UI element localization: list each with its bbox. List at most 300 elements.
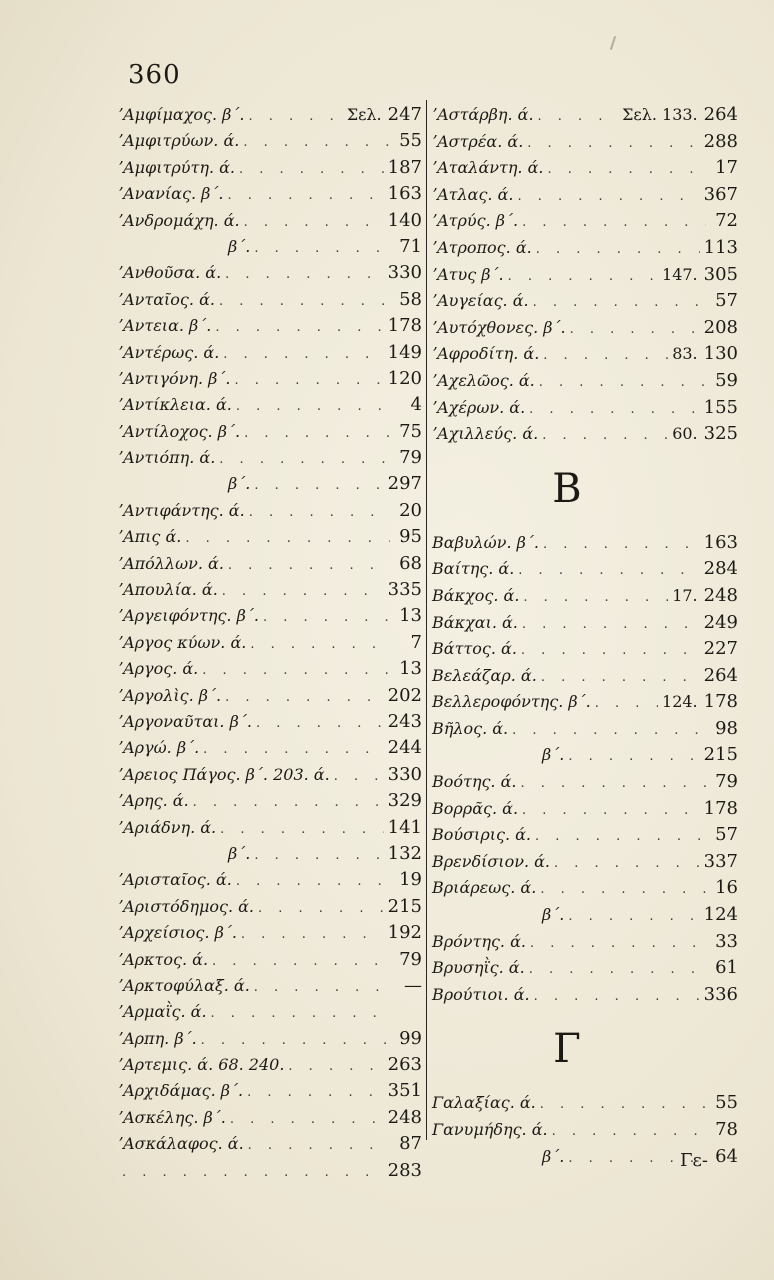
entry-name: Βρενδίσιον. ά. <box>432 851 550 871</box>
entry-page: 264 <box>703 104 738 125</box>
entry-page: 124 <box>703 904 738 926</box>
index-entry <box>118 1052 422 1078</box>
entry-name: ʼΑντιόπη. ά. <box>118 448 216 468</box>
index-entry <box>432 663 738 690</box>
entry-name: ʼΑνταῖος. ά. <box>118 289 215 309</box>
entry-page: 78 <box>715 1119 738 1140</box>
dot-leader <box>236 394 390 420</box>
index-entry <box>432 129 738 156</box>
dot-leader <box>235 368 384 394</box>
entry-name: Βάκχαι. ά. <box>432 612 518 632</box>
index-entry <box>118 867 422 893</box>
dot-leader <box>230 1107 384 1133</box>
index-entry <box>432 530 738 557</box>
entry-page: 55 <box>399 130 422 152</box>
index-entry <box>118 392 422 418</box>
entry-name: ʼΑντιφάντης. ά. <box>118 500 245 520</box>
entry-name: ʼΑρκτος. ά. <box>118 949 209 969</box>
dot-leader <box>288 1054 383 1080</box>
dot-leader <box>547 157 706 184</box>
index-entry <box>118 815 422 841</box>
dot-leader <box>244 421 390 447</box>
index-entry <box>432 689 738 716</box>
dot-leader <box>520 771 706 798</box>
dot-leader <box>241 922 384 948</box>
entry-page: 337 <box>703 850 738 872</box>
entry-name: ʼΑταλάντη. ά. <box>432 158 544 178</box>
index-entry <box>118 762 422 788</box>
dot-leader <box>223 342 383 368</box>
entry-page: 71 <box>399 235 422 257</box>
entry-page: 58 <box>399 288 422 310</box>
entry-name: Βάκχος. ά. <box>432 585 520 605</box>
entry-page: 227 <box>703 638 738 660</box>
dot-leader <box>542 423 668 450</box>
entry-name: β΄. <box>542 1146 565 1166</box>
entry-page: 68 <box>399 552 422 574</box>
dot-leader <box>185 526 390 552</box>
entry-name: ʼΑντίλοχος. β΄. <box>118 421 241 441</box>
index-entry <box>432 421 738 448</box>
entry-name: Βελλεροφόντης. β΄. <box>432 692 591 712</box>
entry-page: 99 <box>399 1027 422 1049</box>
entry-page: 55 <box>715 1092 738 1114</box>
index-entry <box>432 796 738 823</box>
dot-leader <box>236 869 390 895</box>
entry-name: ʼΑχιλλεύς. ά. <box>432 424 539 444</box>
index-entry <box>118 1158 422 1184</box>
entry-extra-ref: 83. <box>672 344 698 364</box>
entry-name: ʼΑντίκλεια. ά. <box>118 395 232 415</box>
entry-page: 98 <box>715 717 738 739</box>
entry-page: 57 <box>715 290 738 312</box>
index-entry <box>118 102 422 128</box>
index-entry <box>432 822 738 849</box>
entry-page: 335 <box>387 579 422 601</box>
dot-leader <box>540 1092 706 1119</box>
dot-leader <box>219 447 390 473</box>
dot-leader <box>522 798 700 825</box>
index-entry <box>432 875 738 902</box>
entry-page: 95 <box>399 526 422 548</box>
entry-page: 248 <box>387 1106 422 1128</box>
index-entry <box>118 551 422 577</box>
index-entry <box>118 894 422 920</box>
dot-leader <box>522 210 706 237</box>
index-entry <box>118 366 422 392</box>
index-entry <box>432 1090 738 1117</box>
entry-name: ʼΑτρύς. β΄. <box>432 211 519 231</box>
alpha-entries <box>432 102 738 448</box>
entry-page: 330 <box>387 262 422 284</box>
entry-name: ʼΑστάρβη. ά. <box>432 105 534 124</box>
entry-page: 244 <box>387 737 422 759</box>
entry-name: β΄. <box>542 745 565 765</box>
index-entry <box>118 947 422 973</box>
dot-leader <box>249 500 390 526</box>
dot-leader <box>248 1133 390 1159</box>
index-entry <box>432 288 738 315</box>
entry-extra-ref: 124. <box>662 692 698 712</box>
index-entry <box>118 1026 422 1052</box>
dot-leader <box>595 691 658 718</box>
dot-leader <box>215 315 383 341</box>
index-entry <box>118 128 422 154</box>
beta-entries <box>432 530 738 1009</box>
dot-leader <box>527 131 699 158</box>
entry-name: ʼΑχελῶος. ά. <box>432 370 535 390</box>
dot-leader <box>250 632 390 658</box>
index-entry <box>432 902 738 929</box>
entry-name: β΄. <box>542 905 565 925</box>
entry-page: 79 <box>715 771 738 793</box>
index-column-left <box>118 102 422 1184</box>
index-entry <box>432 769 738 796</box>
index-entry <box>432 208 738 235</box>
dot-leader <box>539 370 706 397</box>
index-entry <box>118 1078 422 1104</box>
index-entry <box>432 955 738 982</box>
dot-leader <box>225 685 384 711</box>
entry-page: 283 <box>387 1159 422 1181</box>
entry-name: ʼΑπις ά. <box>118 527 182 547</box>
dot-leader <box>256 711 384 737</box>
entry-name: Βρυσηῒς. ά. <box>432 958 525 978</box>
entry-page: 132 <box>387 842 422 864</box>
dot-leader <box>263 605 390 631</box>
entry-page: 61 <box>715 957 738 979</box>
entry-name: ʼΑντιγόνη. β΄. <box>118 368 231 388</box>
entry-page: 4 <box>410 394 422 416</box>
dot-leader <box>254 236 390 262</box>
entry-page: 17 <box>715 157 738 179</box>
index-entry <box>118 340 422 366</box>
entry-page: 75 <box>399 420 422 442</box>
index-entry <box>432 155 738 182</box>
entry-name: ʼΑμφιτρύτη. ά. <box>118 157 235 177</box>
entry-page: 215 <box>387 895 422 917</box>
index-entry <box>118 841 422 867</box>
entry-page: 16 <box>715 877 738 899</box>
entry-page: 155 <box>703 396 738 418</box>
entry-name: ʼΑργειφόντης. β΄. <box>118 606 259 626</box>
dot-leader <box>227 183 383 209</box>
index-entry <box>118 181 422 207</box>
entry-name: ʼΑσκέλης. β΄. <box>118 1107 226 1127</box>
index-entry <box>432 849 738 876</box>
dot-leader <box>535 824 706 851</box>
entry-name: ʼΑστρέα. ά. <box>432 131 524 151</box>
dot-leader <box>522 612 700 639</box>
index-entry <box>118 260 422 286</box>
entry-extra-ref: Σελ. 133. <box>622 105 698 124</box>
dot-leader <box>533 290 706 317</box>
entry-name: ʼΑντέρως. ά. <box>118 342 220 362</box>
dot-leader <box>529 957 706 984</box>
dot-leader <box>521 638 700 665</box>
entry-page: 243 <box>387 710 422 732</box>
entry-page: 13 <box>399 605 422 627</box>
dot-leader <box>219 289 390 315</box>
entry-name: ʼΑτλας. ά. <box>432 184 514 204</box>
index-entry <box>118 920 422 946</box>
dot-leader <box>536 237 700 264</box>
index-entry <box>118 313 422 339</box>
entry-page: 57 <box>715 824 738 846</box>
entry-name: ʼΑριάδνη. ά. <box>118 817 217 837</box>
entry-name: ʼΑρχιδάμας. β΄. <box>118 1081 244 1101</box>
entry-page: 202 <box>387 684 422 706</box>
dot-leader <box>543 343 668 370</box>
index-entry <box>118 656 422 682</box>
dot-leader <box>530 931 706 958</box>
index-entry <box>432 583 738 610</box>
entry-page: 297 <box>387 473 422 495</box>
entry-page: 247 <box>387 104 422 125</box>
dot-leader <box>247 1080 384 1106</box>
dot-leader <box>523 585 668 612</box>
entry-page: 178 <box>703 691 738 713</box>
dot-leader <box>254 473 383 499</box>
entry-page: 187 <box>387 156 422 178</box>
dot-leader <box>201 1028 390 1054</box>
index-entry <box>432 368 738 395</box>
entry-name: ʼΑχέρων. ά. <box>432 397 526 417</box>
ink-mark <box>610 36 616 50</box>
entry-name: β΄. <box>228 474 251 494</box>
entry-page: 288 <box>703 130 738 152</box>
entry-page: 113 <box>703 236 738 258</box>
index-entry <box>118 287 422 313</box>
entry-page: 305 <box>703 263 738 285</box>
entry-name: Βάττος. ά. <box>432 639 517 659</box>
index-entry <box>118 234 422 260</box>
entry-name: ʼΑπόλλων. ά. <box>118 553 224 573</box>
dot-leader <box>254 843 383 869</box>
entry-name: ʼΑσκάλαφος. ά. <box>118 1134 244 1154</box>
entry-name: ʼΑρης. ά. <box>118 791 189 811</box>
entry-page: 330 <box>387 763 422 785</box>
entry-name: Βαβυλών. β΄. <box>432 532 539 552</box>
section-letter-b: Β <box>552 465 582 512</box>
entry-name: Βρούτιοι. ά. <box>432 984 530 1004</box>
entry-name: ʼΑνδρομάχη. ά. <box>118 210 240 230</box>
dot-leader <box>243 130 390 156</box>
entry-page: 72 <box>715 210 738 232</box>
dot-leader <box>543 532 700 559</box>
index-entry <box>432 102 738 129</box>
entry-extra-ref: 17. <box>672 585 698 605</box>
index-entry <box>432 395 738 422</box>
dot-leader <box>512 718 706 745</box>
entry-name: ʼΑντεια. β΄. <box>118 316 212 336</box>
entry-name: Βῆλος. ά. <box>432 718 509 738</box>
index-entry <box>432 610 738 637</box>
entry-name: ʼΑνανίας. β΄. <box>118 184 224 204</box>
dot-leader <box>220 817 384 843</box>
entry-name: Βούσιρις. ά. <box>432 825 532 845</box>
index-entry <box>432 716 738 743</box>
entry-page: 163 <box>387 183 422 205</box>
entry-name: Βορρᾶς. ά. <box>432 798 519 818</box>
entry-name: ʼΑργολὶς. β΄. <box>118 685 222 705</box>
index-entry <box>432 182 738 209</box>
entry-page: 120 <box>387 367 422 389</box>
entry-name: ʼΑυγείας. ά. <box>432 291 529 311</box>
dot-leader <box>334 764 384 790</box>
entry-name: Γαλαξίας. ά. <box>432 1093 536 1113</box>
entry-name: ʼΑμφίμαχος. β΄. <box>118 105 245 124</box>
entry-page: 215 <box>703 744 738 766</box>
entry-name: Βριάρεως. ά. <box>432 878 537 898</box>
dot-leader <box>228 553 390 579</box>
entry-page: 79 <box>399 447 422 469</box>
dot-leader <box>258 896 384 922</box>
dot-leader <box>249 104 343 130</box>
index-entry <box>118 208 422 234</box>
catchword: Γε- <box>680 1150 708 1171</box>
entry-name: ʼΑτροπος. ά. <box>432 237 532 257</box>
entry-name: β΄. <box>228 843 251 863</box>
index-entry <box>118 1131 422 1157</box>
index-entry <box>432 636 738 663</box>
index-entry <box>432 742 738 769</box>
entry-name: ʼΑρμαῒς. ά. <box>118 1002 207 1022</box>
index-entry <box>118 419 422 445</box>
entry-page: 149 <box>387 341 422 363</box>
dot-leader <box>122 1160 384 1186</box>
entry-page: 130 <box>703 343 738 365</box>
dot-leader <box>193 790 384 816</box>
entry-name: Γανυμήδης. ά. <box>432 1120 548 1139</box>
entry-name: ʼΑπουλία. ά. <box>118 580 218 600</box>
index-entry <box>118 788 422 814</box>
entry-page: 64 <box>715 1145 738 1167</box>
index-entry <box>118 445 422 471</box>
entry-name: ʼΑργος. ά. <box>118 659 199 679</box>
index-column-right <box>432 102 738 1170</box>
dot-leader <box>568 744 699 771</box>
dot-leader <box>203 737 383 763</box>
entry-name: ʼΑτυς β΄. <box>432 264 504 284</box>
index-entry <box>118 1105 422 1131</box>
dot-leader <box>202 658 390 684</box>
entry-page: 79 <box>399 948 422 970</box>
entry-name: ʼΑφροδίτη. ά. <box>432 344 540 364</box>
entry-name: ʼΑρειος Πάγος. β΄. 203. ά. <box>118 764 330 784</box>
entry-page: 208 <box>703 316 738 338</box>
entry-page: 284 <box>703 558 738 580</box>
column-divider <box>426 100 427 1140</box>
entry-page: 325 <box>703 423 738 445</box>
entry-page: 59 <box>715 369 738 391</box>
index-entry <box>432 556 738 583</box>
entry-page: 140 <box>387 209 422 231</box>
entry-page: 13 <box>399 658 422 680</box>
entry-name: ʼΑργος κύων. ά. <box>118 632 247 652</box>
index-entry <box>432 235 738 262</box>
entry-page: 178 <box>387 315 422 337</box>
dot-leader <box>534 984 700 1011</box>
entry-name: ʼΑρισταῖος. ά. <box>118 870 232 890</box>
entry-page: 249 <box>703 611 738 633</box>
entry-name: Βελεάζαρ. ά. <box>432 665 537 685</box>
index-entry <box>118 630 422 656</box>
index-entry <box>432 929 738 956</box>
dot-leader <box>517 184 699 211</box>
entry-extra-ref: Σελ. <box>346 105 382 124</box>
entry-extra-ref: 60. <box>672 424 698 444</box>
dot-leader <box>518 558 699 585</box>
entry-page: 87 <box>399 1133 422 1155</box>
dot-leader <box>552 1119 706 1146</box>
dot-leader <box>541 665 700 692</box>
dot-leader <box>570 317 700 344</box>
entry-page: 20 <box>399 499 422 521</box>
entry-name: ʼΑμφιτρύων. ά. <box>118 131 240 151</box>
entry-name: ʼΑργοναῦται. β΄. <box>118 711 252 731</box>
entry-page: — <box>404 974 422 996</box>
entry-page: 141 <box>387 816 422 838</box>
dot-leader <box>529 397 699 424</box>
entry-page: 163 <box>703 531 738 553</box>
entry-page: 264 <box>703 664 738 686</box>
index-entry <box>118 683 422 709</box>
index-entry <box>118 973 422 999</box>
entry-page: 19 <box>399 869 422 891</box>
index-entry <box>432 982 738 1009</box>
index-entry <box>118 709 422 735</box>
index-entry <box>432 1117 738 1144</box>
entry-name: ʼΑριστόδημος. ά. <box>118 896 254 916</box>
dot-leader <box>212 949 390 975</box>
section-letter-g: Γ <box>553 1026 581 1073</box>
entry-name: ʼΑυτόχθονες. β΄. <box>432 317 566 337</box>
index-entry <box>432 262 738 289</box>
page-number: 360 <box>128 60 181 90</box>
index-entry <box>432 315 738 342</box>
index-entry <box>118 471 422 497</box>
dot-leader <box>540 877 706 904</box>
entry-name: Βρόντης. ά. <box>432 931 526 951</box>
dot-leader <box>538 104 619 131</box>
index-entry <box>118 603 422 629</box>
dot-leader <box>225 262 383 288</box>
entry-name: ʼΑρκτοφύλαξ. ά. <box>118 975 250 995</box>
index-entry <box>118 155 422 181</box>
entry-name: ʼΑρτεμις. ά. 68. 240. <box>118 1055 285 1075</box>
entry-page: 351 <box>387 1080 422 1102</box>
entry-name: Βαίτης. ά. <box>432 559 515 579</box>
entry-page: 7 <box>410 631 422 653</box>
index-entry <box>118 735 422 761</box>
index-entry <box>118 524 422 550</box>
entry-name: ʼΑργώ. β΄. <box>118 738 200 758</box>
index-entry <box>432 341 738 368</box>
entry-name: ʼΑρχείσιος. β΄. <box>118 923 237 943</box>
entry-page: 192 <box>387 922 422 944</box>
entry-name: ʼΑνθοῦσα. ά. <box>118 263 222 283</box>
dot-leader <box>254 975 390 1001</box>
dot-leader <box>211 1001 390 1027</box>
index-entry <box>118 999 422 1025</box>
dot-leader <box>222 579 384 605</box>
entry-name: ʼΑρπη. β΄. <box>118 1028 197 1048</box>
dot-leader <box>508 264 658 291</box>
entry-name: β΄. <box>228 236 251 256</box>
entry-page: 329 <box>387 790 422 812</box>
dot-leader <box>554 851 700 878</box>
